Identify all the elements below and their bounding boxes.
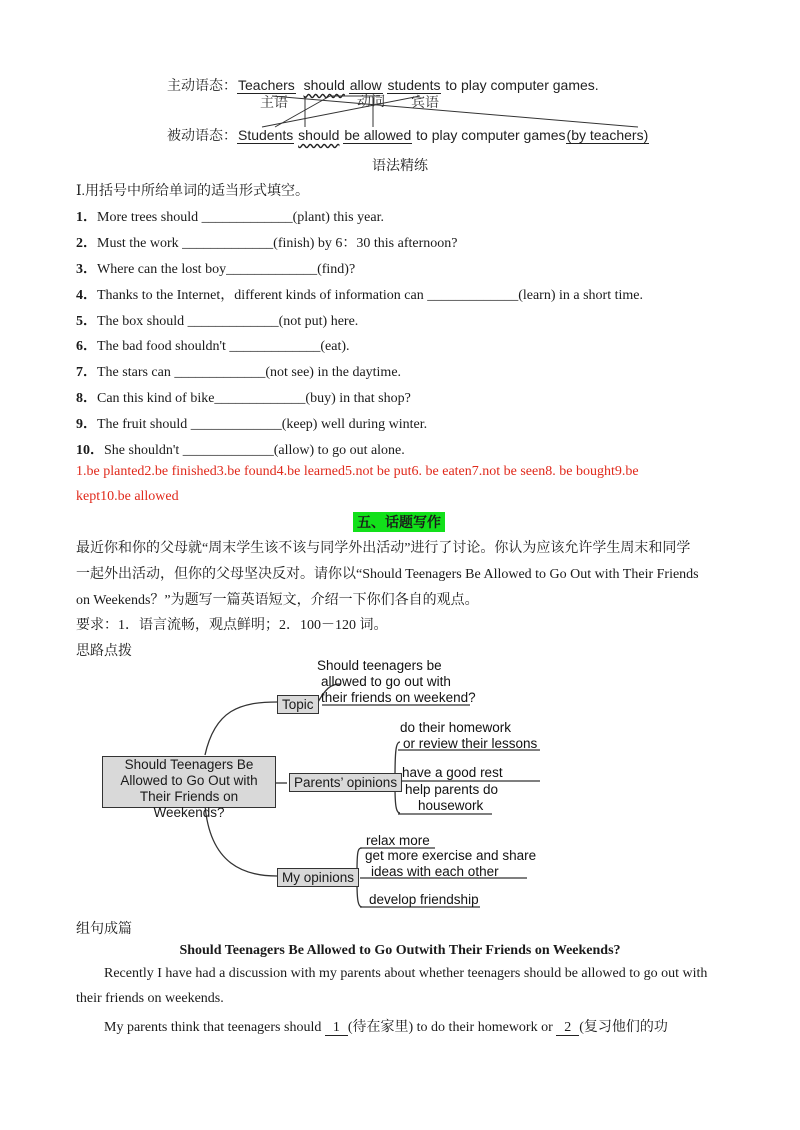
passive-subject: Students xyxy=(238,127,294,143)
exercise-item: 8．Can this kind of bike_____________(buy) in that shop? xyxy=(76,391,411,406)
exercise-item: 1．More trees should _____________(plant) this year. xyxy=(76,210,384,225)
composition-para1-line2: their friends on weekends. xyxy=(76,991,224,1006)
parents-opinion-2: have a good rest xyxy=(402,765,503,780)
active-rest: to play computer games. xyxy=(445,77,599,93)
exercise-item: 9．The fruit should _____________(keep) well during winter. xyxy=(76,417,428,432)
active-subject: Teachers xyxy=(238,77,295,93)
tag-verb: 动词 xyxy=(357,93,385,109)
topic-text-1: Should teenagers be xyxy=(317,658,442,673)
my-opinion-2a: get more exercise and share xyxy=(365,848,537,863)
active-verb: allow xyxy=(349,77,382,93)
passive-agent: (by teachers) xyxy=(566,127,649,143)
hint-label: 思路点拨 xyxy=(76,644,132,659)
composition-title: Should Teenagers Be Allowed to Go Outwith Their Friends on Weekends? xyxy=(179,943,621,958)
section-title: 语法精练 xyxy=(372,159,428,174)
mindmap-topic-node: Topic xyxy=(277,695,319,714)
parents-opinion-3b: housework xyxy=(418,798,484,813)
answers-line-2: kept10.be allowed xyxy=(76,489,179,504)
mindmap-mine-node: My opinions xyxy=(277,868,359,887)
tag-subject: 主语 xyxy=(260,94,288,110)
writing-prompt-3: on Weekends？”为题写一篇英语短文，介绍一下你们各自的观点。 xyxy=(76,593,479,608)
composition-para1-line1: Recently I have had a discussion with my parents about whether teenagers should be allowed to go out with xyxy=(104,966,708,981)
parents-opinion-1b: or review their lessons xyxy=(403,736,538,751)
mindmap-parents-node: Parents’ opinions xyxy=(289,773,402,792)
my-opinion-2b: ideas with each other xyxy=(371,864,499,879)
exercise-item: 6．The bad food shouldn't _____________(eat). xyxy=(76,339,350,354)
writing-requirements: 要求：1．语言流畅，观点鲜明；2．100－120 词。 xyxy=(76,618,388,633)
composition-para2: My parents think that teenagers should 1 (待在家里) to do their homework or 2 (复习他们的功 xyxy=(104,1020,668,1035)
parents-opinion-3a: help parents do xyxy=(405,782,499,797)
exercise-item: 2．Must the work _____________(finish) by 6：30 this afternoon? xyxy=(76,236,458,251)
blank-2: 2 xyxy=(556,1020,579,1036)
topic-text-2: allowed to go out with xyxy=(321,674,451,689)
writing-prompt-1: 最近你和你的父母就“周末学生该不该与同学外出活动”进行了讨论。你认为应该允许学生周末和同学 xyxy=(76,541,691,556)
exercise-item: 3．Where can the lost boy_____________(find)? xyxy=(76,262,356,277)
passive-modal: should xyxy=(298,127,340,143)
writing-prompt-2: 一起外出活动，但你的父母坚决反对。请你以“Should Teenagers Be Allowed to Go Out with Their Friends xyxy=(76,567,699,582)
exercise-item: 5．The box should _____________(not put) here. xyxy=(76,314,359,329)
my-opinion-1: relax more xyxy=(366,833,430,848)
mindmap-center: Should Teenagers Be Allowed to Go Out with Their Friends on Weekends? xyxy=(102,756,276,808)
exercise-item: 4．Thanks to the Internet，different kinds of information can _____________(learn) in a short time. xyxy=(76,288,643,303)
tag-object: 宾语 xyxy=(411,94,439,110)
exercise-item: 10．She shouldn't _____________(allow) to go out alone. xyxy=(76,443,405,458)
parents-opinion-1a: do their homework xyxy=(400,720,512,735)
passive-rest: to play computer games xyxy=(416,127,566,143)
active-object: students xyxy=(387,77,441,93)
passive-label: 被动语态： xyxy=(167,127,237,143)
exercise-instruction: Ⅰ.用括号中所给单词的适当形式填空。 xyxy=(76,184,310,199)
answers-line-1: 1.be planted2.be finished3.be found4.be learned5.not be put6. be eaten7.not be seen8. be bought9.be xyxy=(76,464,639,479)
active-label: 主动语态： xyxy=(167,77,237,93)
writing-heading: 五、话题写作 xyxy=(353,512,445,532)
blank-1: 1 xyxy=(325,1020,348,1036)
exercise-item: 7．The stars can _____________(not see) in the daytime. xyxy=(76,365,402,380)
composition-label: 组句成篇 xyxy=(76,922,132,937)
my-opinion-3: develop friendship xyxy=(369,892,479,907)
passive-verb: be allowed xyxy=(344,127,412,143)
topic-text-3: their friends on weekend? xyxy=(321,690,476,705)
grammar-passive-line xyxy=(167,125,649,145)
active-modal: should xyxy=(303,77,345,93)
